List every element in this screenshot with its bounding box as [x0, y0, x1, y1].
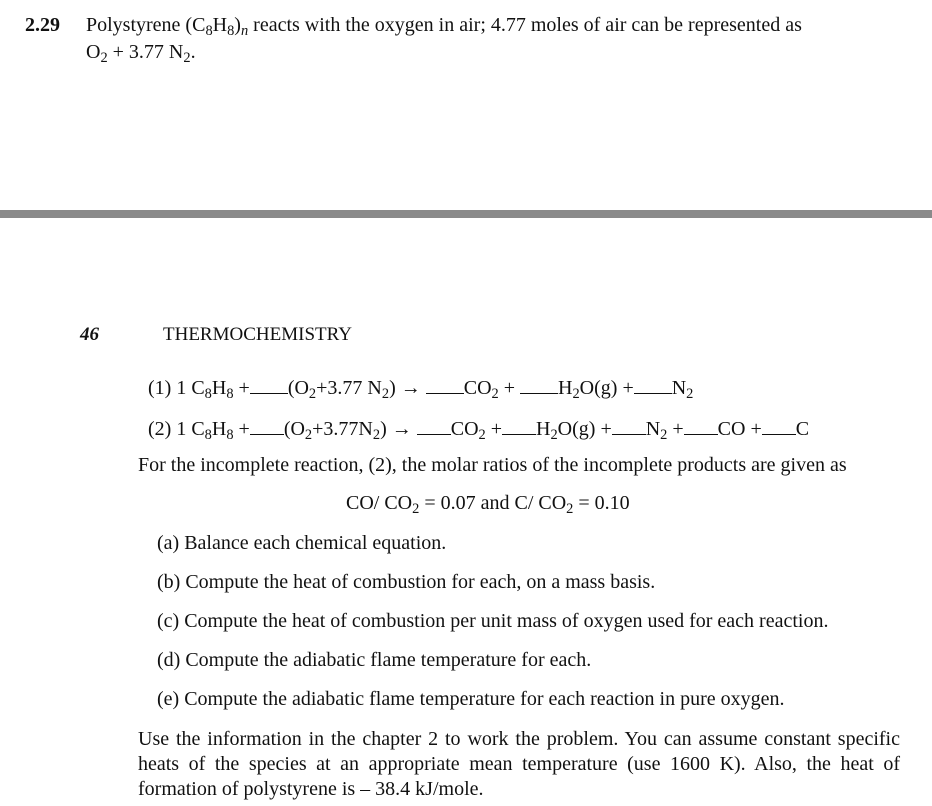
task-item: (c) Compute the heat of combustion per unit mass of oxygen used for each reaction. [157, 610, 829, 632]
instructions-paragraph: Use the information in the chapter 2 to work the problem. You can assume constant specific heats of the species at an appropriate mean temperature (use 1600 K). Also, the heat of formation of polystyrene is – 38.4 kJ/mole. [138, 728, 900, 800]
blank-n2-2[interactable] [612, 415, 646, 435]
incomplete-reaction-text: For the incomplete reaction, (2), the molar ratios of the incomplete products are given as [138, 454, 847, 476]
task-item: (a) Balance each chemical equation. [157, 532, 447, 554]
molar-ratios: CO/ $CO_2 = 0.07$ and C/ $CO_2 = 0.10$ [346, 492, 630, 518]
blank-h2o-2[interactable] [502, 415, 536, 435]
page-number: 46 [80, 324, 99, 345]
blank-c-2[interactable] [762, 415, 796, 435]
arrow-icon: → [391, 418, 412, 440]
blank-air-2[interactable] [250, 415, 284, 435]
arrow-icon: → [400, 377, 421, 399]
equation-1: (1) 1 $C_8H_8 + (O_2+3.77$ $N_2) \to CO_2 + H_2O(g) + N_2$ [148, 374, 693, 400]
chapter-title: THERMOCHEMISTRY [163, 324, 352, 345]
task-item: (b) Compute the heat of combustion for each, on a mass basis. [157, 571, 656, 593]
blank-co2-2[interactable] [417, 415, 451, 435]
blank-co2-1[interactable] [426, 374, 464, 394]
problem-intro: Polystyrene $(C_8H_8)_n$ reacts with the oxygen in air; 4.77 moles of air can be represented as [86, 14, 802, 40]
page-divider [0, 210, 932, 218]
blank-h2o-1[interactable] [520, 374, 558, 394]
task-item: (e) Compute the adiabatic flame temperature for each reaction in pure oxygen. [157, 688, 785, 710]
blank-co-2[interactable] [684, 415, 718, 435]
blank-n2-1[interactable] [634, 374, 672, 394]
equation-2: (2) 1 $C_8H_8 + (O_2+3.77N_2) \to CO_2 + H_2O(g) + N_2$ + CO + C [148, 415, 809, 441]
problem-number: 2.29 [25, 14, 60, 36]
blank-air-1[interactable] [250, 374, 288, 394]
air-representation: $O_2 + 3.77$ $N_2$. [86, 41, 196, 67]
task-item: (d) Compute the adiabatic flame temperature for each. [157, 649, 592, 671]
